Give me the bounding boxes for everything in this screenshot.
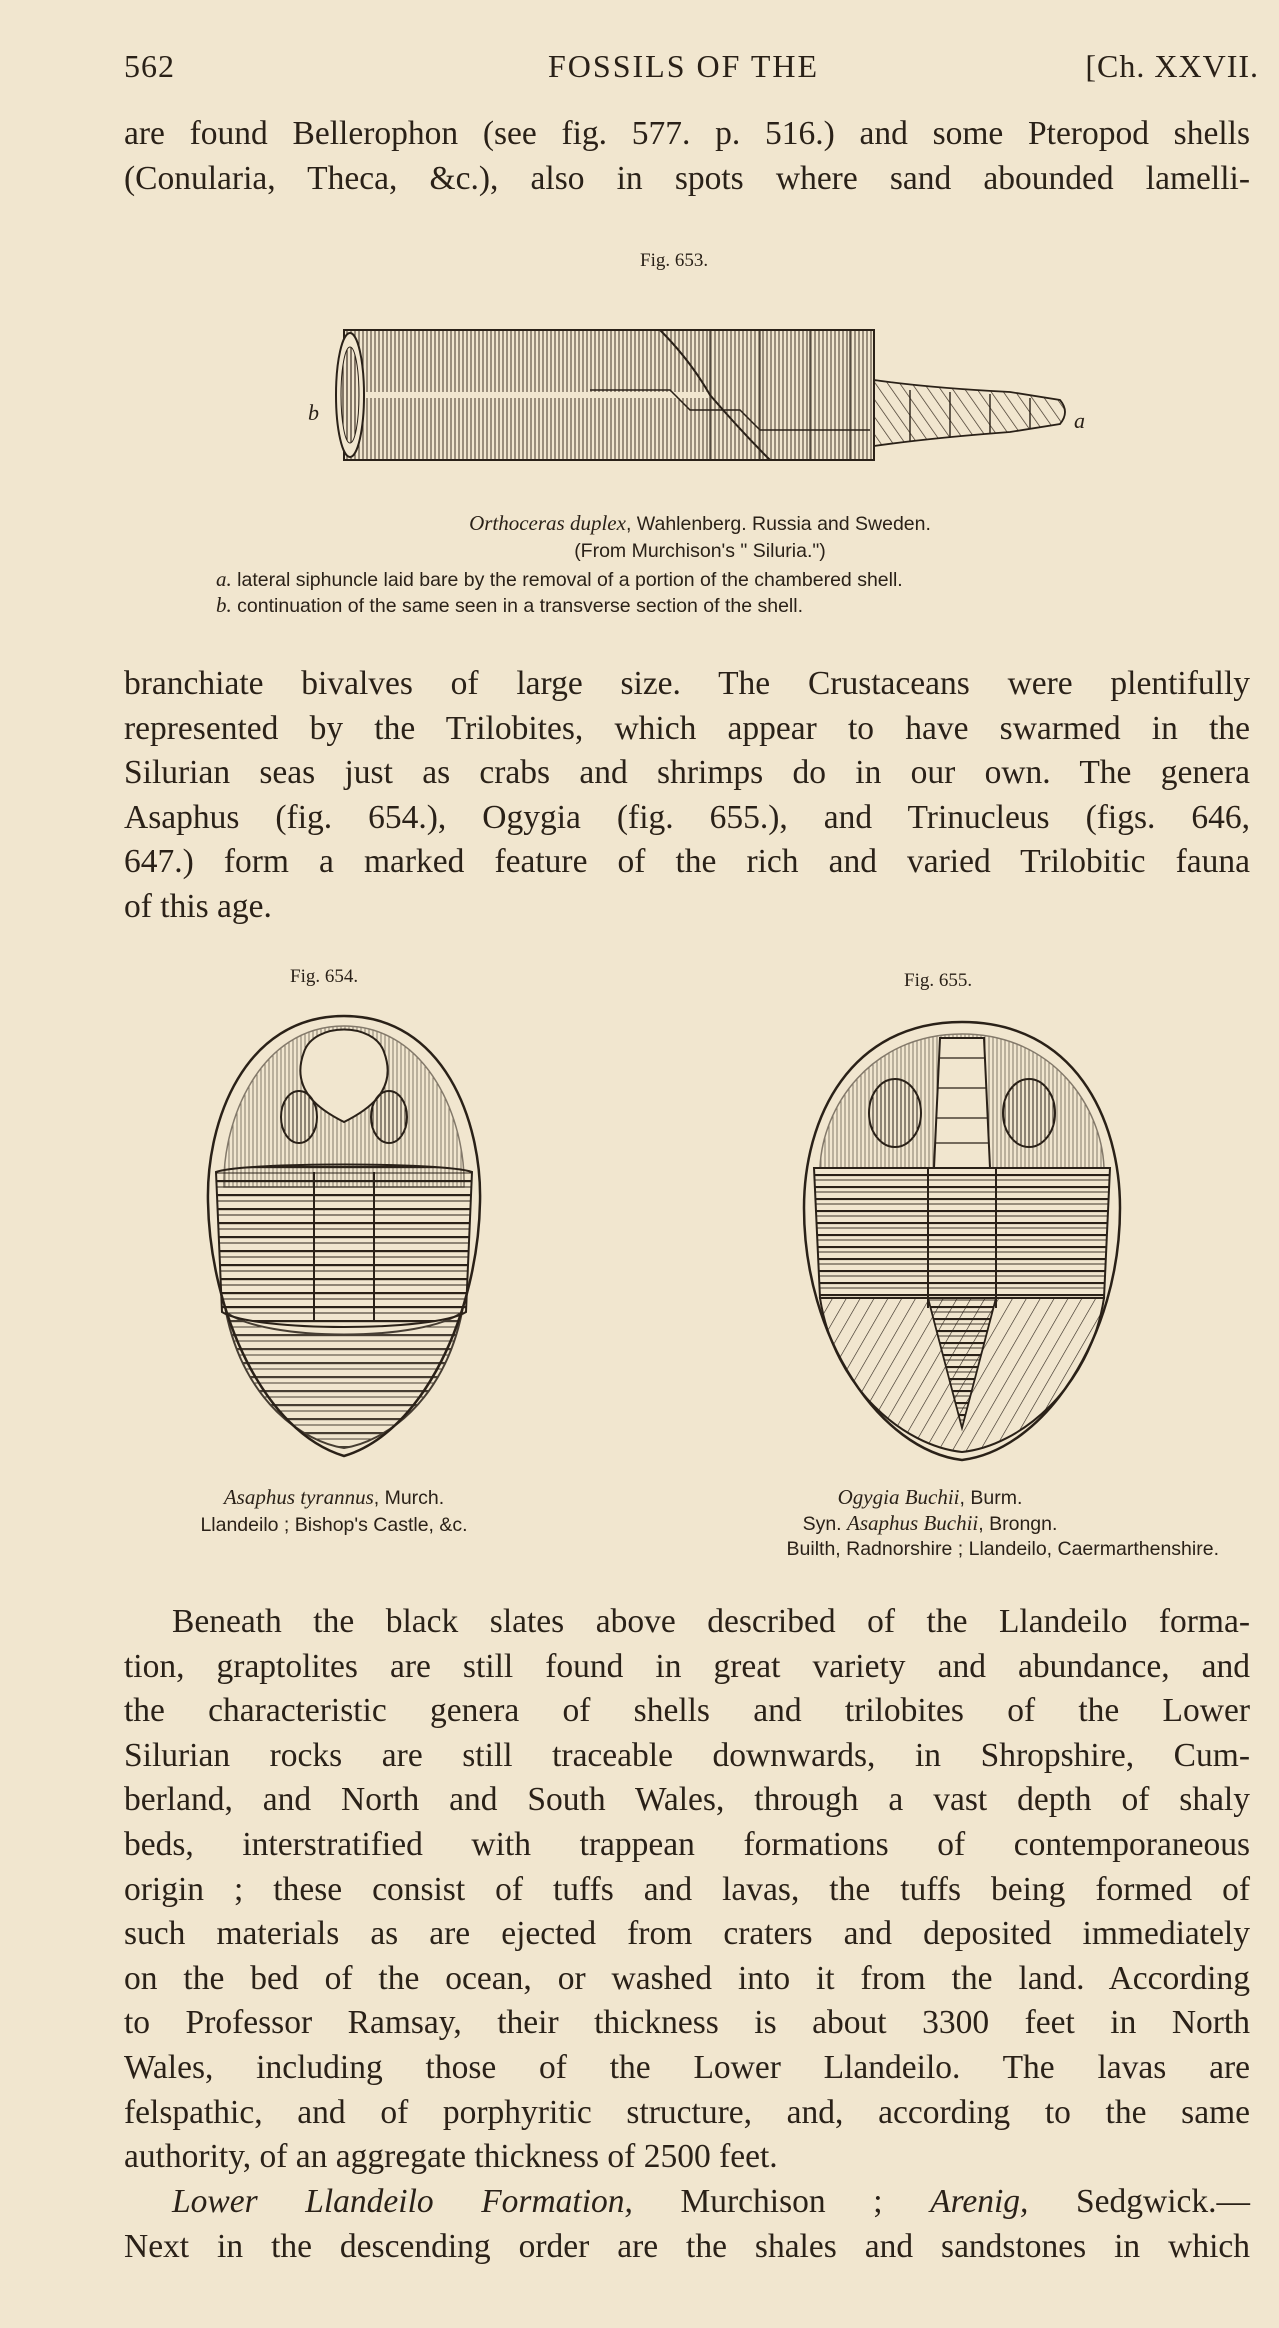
text-line: tion, graptolites are still found in great variety and abundance, and bbox=[124, 1647, 1250, 1685]
formation-name: Arenig, bbox=[930, 2183, 1029, 2220]
text-line: Silurian seas just as crabs and shrimps do in our own. The genera bbox=[124, 754, 1250, 792]
paragraph-intro bbox=[124, 112, 1250, 201]
figure-label-655: Fig. 655. bbox=[904, 970, 973, 991]
text-line: 647.) form a marked feature of the rich and varied Trilobitic fauna bbox=[124, 843, 1250, 881]
text-line: Lower Llandeilo Formation, Murchison ; Arenig, Sedgwick.— bbox=[172, 2183, 1250, 2220]
caption-654-locality: Llandeilo ; Bishop's Castle, &c. bbox=[200, 1514, 468, 1536]
ogygia-illustration bbox=[800, 1018, 1124, 1464]
caption-653-note-b: b. continuation of the same seen in a transverse section of the shell. bbox=[216, 593, 804, 617]
paragraph-lower-llandeilo bbox=[124, 2180, 1250, 2269]
text-line: (Conularia, Theca, &c.), also in spots where sand abounded lamelli- bbox=[124, 159, 1250, 197]
text-line: branchiate bivalves of large size. The Crustaceans were plentifully bbox=[124, 665, 1250, 702]
formation-name: Lower Llandeilo Formation, bbox=[172, 2183, 633, 2220]
text-line: such materials as are ejected from craters and deposited immediately bbox=[124, 1915, 1250, 1953]
text-line: felspathic, and of porphyritic structure, and, according to the same bbox=[124, 2093, 1250, 2131]
page-number: 562 bbox=[124, 48, 175, 84]
text-line: beds, interstratified with trappean formations of contemporaneous bbox=[124, 1825, 1250, 1863]
figure-label-654: Fig. 654. bbox=[290, 966, 359, 987]
text-line: represented by the Trilobites, which appear to have swarmed in the bbox=[124, 709, 1250, 747]
text-line: to Professor Ramsay, their thickness is about 3300 feet in North bbox=[124, 2004, 1250, 2042]
text-line: origin ; these consist of tuffs and lavas, the tuffs being formed of bbox=[124, 1870, 1250, 1908]
text-line: Asaphus (fig. 654.), Ogygia (fig. 655.), and Trinucleus (figs. 646, bbox=[124, 798, 1250, 836]
species-name: Orthoceras duplex bbox=[469, 511, 626, 535]
paragraph-llandeilo bbox=[124, 1600, 1250, 2180]
text-line: authority, of an aggregate thickness of 2500 feet. bbox=[124, 2138, 778, 2176]
text-line: Wales, including those of the Lower Llandeilo. The lavas are bbox=[124, 2048, 1250, 2086]
orthoceras-illustration bbox=[330, 320, 1075, 465]
text-line: Silurian rocks are still traceable downwards, in Shropshire, Cum- bbox=[124, 1736, 1250, 1774]
caption-655-locality: Builth, Radnorshire ; Llandeilo, Caermarthenshire. bbox=[786, 1538, 1219, 1560]
species-name: Asaphus tyrannus bbox=[223, 1485, 374, 1509]
paragraph-trilobites bbox=[124, 662, 1250, 930]
species-name: Ogygia Buchii bbox=[837, 1485, 960, 1509]
synonym-species: Asaphus Buchii bbox=[847, 1511, 979, 1535]
figure-letter-b: b bbox=[308, 400, 319, 425]
caption-655-synonym: Syn. Asaphus Buchii, Brongn. bbox=[802, 1511, 1058, 1535]
caption-653-source: (From Murchison's " Siluria.") bbox=[574, 540, 826, 562]
text-line: on the bed of the ocean, or washed into it from the land. According bbox=[124, 1959, 1250, 1997]
caption-655-title: Ogygia Buchii, Burm. bbox=[837, 1485, 1023, 1509]
text-line: of this age. bbox=[124, 887, 272, 925]
caption-653-note-a: a. lateral siphuncle laid bare by the removal of a portion of the chambered shell. bbox=[216, 567, 903, 591]
figure-label-653: Fig. 653. bbox=[640, 250, 709, 271]
figure-letter-a: a bbox=[1074, 408, 1085, 433]
text-line: are found Bellerophon (see fig. 577. p. 516.) and some Pteropod shells bbox=[124, 115, 1250, 152]
text-line: berland, and North and South Wales, through a vast depth of shaly bbox=[124, 1781, 1250, 1819]
chapter-reference: [Ch. XXVII. bbox=[1085, 48, 1259, 84]
text-line: Beneath the black slates above described of the Llandeilo forma- bbox=[172, 1603, 1250, 1640]
running-header bbox=[124, 48, 1259, 88]
text-line: the characteristic genera of shells and trilobites of the Lower bbox=[124, 1692, 1250, 1730]
asaphus-illustration bbox=[204, 1012, 484, 1462]
running-title: FOSSILS OF THE bbox=[548, 48, 820, 84]
text-line: Next in the descending order are the shales and sandstones in which bbox=[124, 2227, 1250, 2265]
caption-654-title: Asaphus tyrannus, Murch. bbox=[223, 1485, 445, 1509]
caption-653-title: Orthoceras duplex, Wahlenberg. Russia and Sweden. bbox=[469, 511, 931, 535]
